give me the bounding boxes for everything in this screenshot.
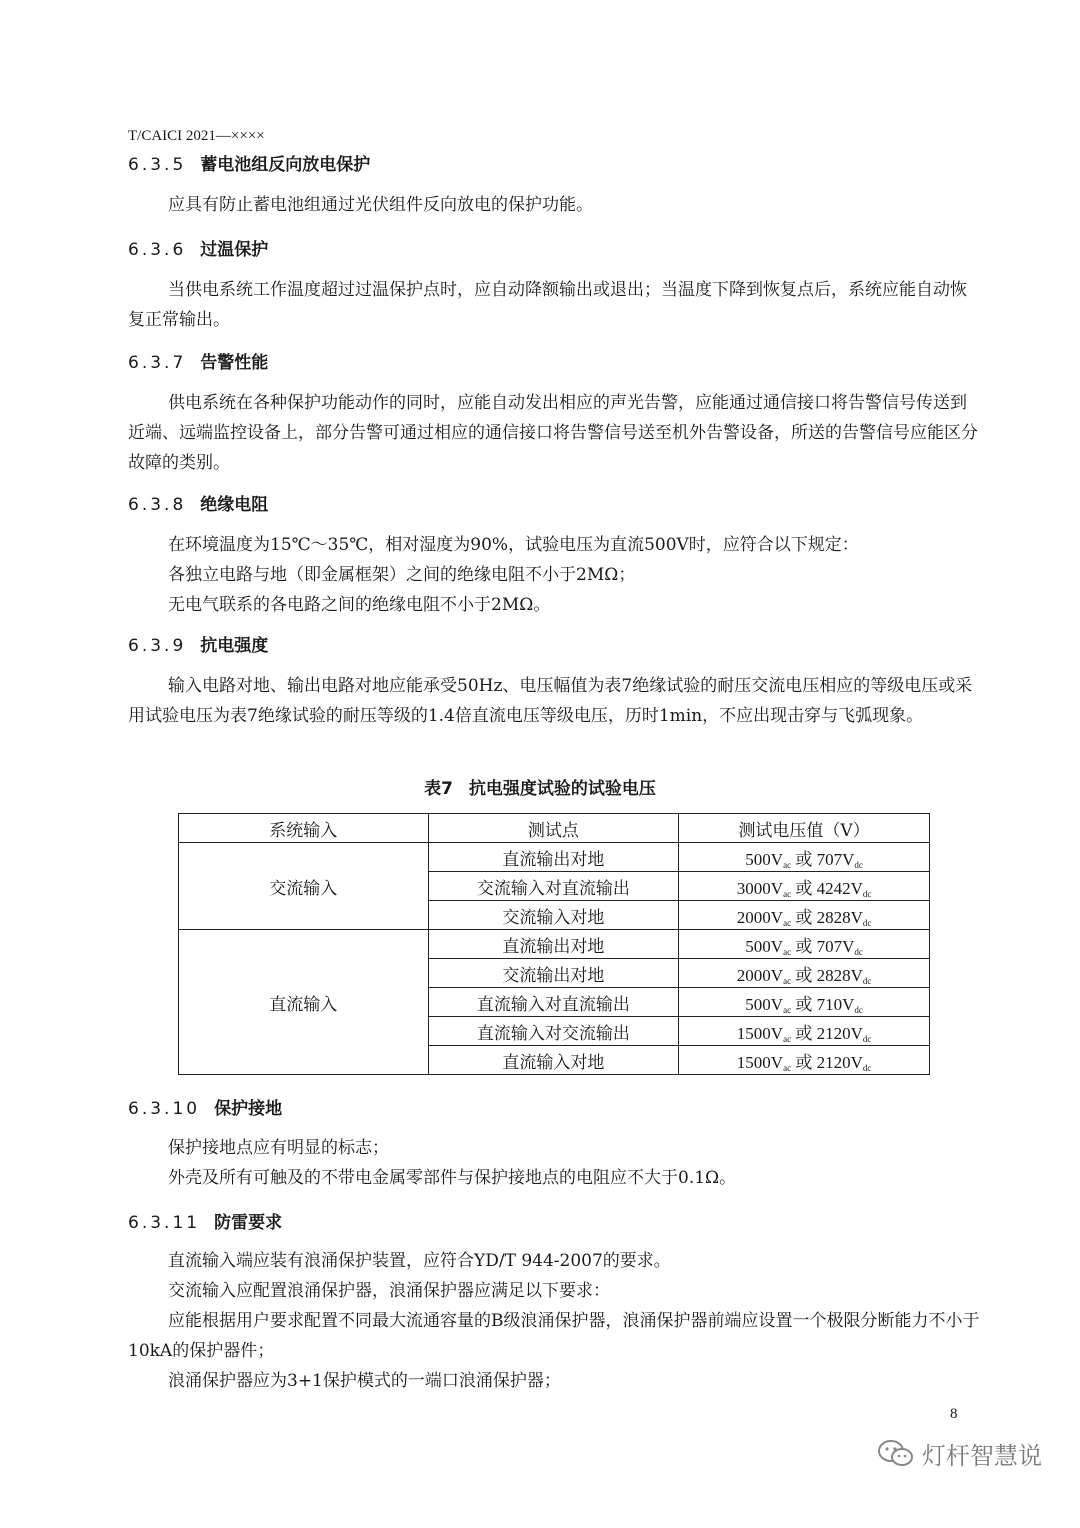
doc-code: T/CAICI 2021—×××× <box>128 128 265 144</box>
section-body-6-3-8 <box>128 530 980 620</box>
ac-subscript: ac <box>783 917 792 928</box>
section-heading-6-3-10 <box>128 1094 282 1119</box>
ac-subscript: ac <box>783 1004 792 1015</box>
paragraph: 应能根据用户要求配置不同最大流通容量的B级浪涌保护器，浪涌保护器前端应设置一个极限分断能力不小于10kA的保护器件； <box>128 1311 980 1361</box>
dc-subscript: dc <box>854 1004 863 1015</box>
paragraph: 供电系统在各种保护功能动作的同时，应能自动发出相应的声光告警，应能通过通信接口将告警信号传送到近端、远端监控设备上，部分告警可通过相应的通信接口将告警信号送至机外告警设备，所送的告警信号应能区分故障的类别。 <box>128 393 978 473</box>
table-caption <box>0 774 1080 799</box>
section-number: 6.3.10 <box>128 1099 201 1119</box>
dc-subscript: dc <box>862 888 872 899</box>
system-input-cell: 直流输入 <box>179 930 429 1075</box>
section-heading-6-3-8 <box>128 490 268 515</box>
section-title: 保护接地 <box>214 1099 283 1119</box>
table-body <box>179 843 930 1075</box>
paragraph: 交流输入应配置浪涌保护器，浪涌保护器应满足以下要求： <box>168 1281 610 1301</box>
section-number: 6.3.11 <box>128 1213 201 1233</box>
column-header: 系统输入 <box>179 814 429 843</box>
ac-voltage: 3000V <box>736 878 784 898</box>
test-voltage-cell <box>679 901 930 930</box>
ac-voltage: 2000V <box>736 907 784 927</box>
section-number: 6.3.8 <box>128 495 187 515</box>
paragraph: 外壳及所有可触及的不带电金属零部件与保护接地点的电阻应不大于0.1Ω。 <box>168 1168 737 1188</box>
section-heading-6-3-7 <box>128 348 268 373</box>
dc-voltage: 4242V <box>816 878 863 898</box>
section-body-6-3-9 <box>128 671 980 731</box>
ac-voltage: 500V <box>745 849 784 869</box>
section-title: 过温保护 <box>200 240 269 260</box>
test-voltage-cell <box>679 843 930 872</box>
or-word: 或 <box>795 849 813 869</box>
paragraph: 浪涌保护器应为3+1保护模式的一端口浪涌保护器； <box>168 1371 561 1391</box>
section-title: 告警性能 <box>200 353 269 373</box>
or-word: 或 <box>795 907 813 927</box>
ac-voltage: 1500V <box>736 1052 784 1072</box>
dc-subscript: dc <box>862 975 872 986</box>
test-point-cell: 直流输出对地 <box>428 930 679 959</box>
ac-subscript: ac <box>783 975 792 986</box>
ac-voltage: 500V <box>745 994 784 1014</box>
test-voltage-cell <box>679 1017 930 1046</box>
section-body-6-3-7 <box>128 388 980 478</box>
test-point-cell: 直流输出对地 <box>428 843 679 872</box>
section-number: 6.3.9 <box>128 636 187 656</box>
dc-voltage: 2828V <box>816 907 863 927</box>
test-point-cell: 交流输入对地 <box>428 901 679 930</box>
section-body-6-3-6 <box>128 275 980 335</box>
column-header: 测试点 <box>428 814 679 843</box>
or-word: 或 <box>795 1052 813 1072</box>
dc-subscript: dc <box>854 946 863 957</box>
table-row <box>179 930 930 959</box>
ac-voltage: 2000V <box>736 965 784 985</box>
dc-subscript: dc <box>862 1033 872 1044</box>
page-number: 8 <box>950 1406 958 1422</box>
test-voltage-cell <box>679 930 930 959</box>
section-title: 抗电强度 <box>200 636 269 656</box>
table-header-row <box>179 814 930 843</box>
paragraph: 无电气联系的各电路之间的绝缘电阻不小于2MΩ。 <box>168 595 551 615</box>
paragraph: 直流输入端应装有浪涌保护装置，应符合YD/T 944-2007的要求。 <box>168 1251 671 1271</box>
ac-subscript: ac <box>783 946 792 957</box>
section-number: 6.3.5 <box>128 155 187 175</box>
section-heading-6-3-11 <box>128 1208 282 1233</box>
system-input-cell: 交流输入 <box>179 843 429 930</box>
ac-subscript: ac <box>783 888 792 899</box>
or-word: 或 <box>795 1023 813 1043</box>
ac-subscript: ac <box>783 1033 792 1044</box>
paragraph: 当供电系统工作温度超过过温保护点时，应自动降额输出或退出；当温度下降到恢复点后，系统应能自动恢复正常输出。 <box>128 280 967 330</box>
test-point-cell: 交流输出对地 <box>428 959 679 988</box>
section-body-6-3-11 <box>128 1246 980 1396</box>
section-title: 绝缘电阻 <box>200 495 269 515</box>
watermark <box>876 1436 1042 1471</box>
paragraph: 各独立电路与地（即金属框架）之间的绝缘电阻不小于2MΩ； <box>168 565 636 585</box>
ac-voltage: 500V <box>745 936 784 956</box>
test-voltage-cell <box>679 1046 930 1075</box>
dc-voltage: 2120V <box>816 1023 863 1043</box>
dc-voltage: 707V <box>816 936 855 956</box>
ac-subscript: ac <box>783 1062 792 1073</box>
ac-voltage: 1500V <box>736 1023 784 1043</box>
column-header: 测试电压值（V） <box>679 814 930 843</box>
or-word: 或 <box>795 994 813 1014</box>
section-number: 6.3.6 <box>128 240 187 260</box>
test-voltage-cell <box>679 988 930 1017</box>
test-voltage-cell <box>679 872 930 901</box>
section-body-6-3-10 <box>128 1133 980 1193</box>
section-body-6-3-5 <box>128 190 980 220</box>
ac-subscript: ac <box>783 859 792 870</box>
table-row <box>179 843 930 872</box>
test-voltage-cell <box>679 959 930 988</box>
section-number: 6.3.7 <box>128 353 187 373</box>
wechat-icon <box>876 1439 916 1469</box>
section-title: 蓄电池组反向放电保护 <box>200 155 371 175</box>
test-point-cell: 交流输入对直流输出 <box>428 872 679 901</box>
section-heading-6-3-9 <box>128 631 268 656</box>
section-heading-6-3-5 <box>128 150 370 175</box>
test-point-cell: 直流输入对地 <box>428 1046 679 1075</box>
paragraph: 保护接地点应有明显的标志； <box>168 1138 389 1158</box>
paragraph: 输入电路对地、输出电路对地应能承受50Hz、电压幅值为表7绝缘试验的耐压交流电压相应的等级电压或采用试验电压为表7绝缘试验的耐压等级的1.4倍直流电压等级电压，历时1min，不应出现击穿与飞弧现象。 <box>128 676 973 726</box>
table-label: 表7 <box>424 779 453 799</box>
or-word: 或 <box>795 878 813 898</box>
table-caption-text: 抗电强度试验的试验电压 <box>468 779 656 799</box>
dc-subscript: dc <box>854 859 863 870</box>
dc-voltage: 2120V <box>816 1052 863 1072</box>
paragraph: 应具有防止蓄电池组通过光伏组件反向放电的保护功能。 <box>168 195 593 215</box>
section-title: 防雷要求 <box>214 1213 283 1233</box>
or-word: 或 <box>795 936 813 956</box>
or-word: 或 <box>795 965 813 985</box>
watermark-text: 灯杆智慧说 <box>922 1442 1042 1470</box>
section-heading-6-3-6 <box>128 235 268 260</box>
dc-subscript: dc <box>862 917 872 928</box>
dc-voltage: 710V <box>816 994 855 1014</box>
test-point-cell: 直流输入对交流输出 <box>428 1017 679 1046</box>
test-voltage-table <box>178 813 930 1075</box>
dc-voltage: 2828V <box>816 965 863 985</box>
dc-voltage: 707V <box>816 849 855 869</box>
dc-subscript: dc <box>862 1062 872 1073</box>
paragraph: 在环境温度为15℃～35℃，相对湿度为90%，试验电压为直流500V时，应符合以下规定： <box>168 535 859 555</box>
test-point-cell: 直流输入对直流输出 <box>428 988 679 1017</box>
